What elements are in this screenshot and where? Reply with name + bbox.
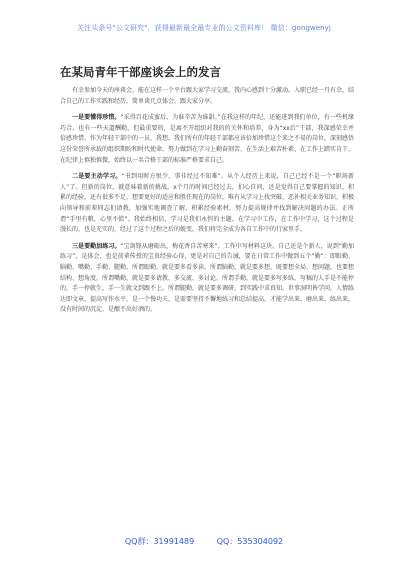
section-paragraph-3 bbox=[60, 242, 354, 316]
promo-banner: 关注头条号"公文研究"，获得最新最全最专业的公文资料库！ 微信：gongwenyj bbox=[77, 24, 331, 32]
paragraph-lead: 二是要主动学习。 bbox=[72, 173, 122, 181]
paragraph-text: “宝剑锋从磨砺出，梅花香自苦寒来”。工作中写材料这块，自己还是个新人，说到“勤加练习”，是体会，也是前辈传授的宝贵经验心得，更是对自己的告诫，要在日常工作中做到五个“勤”：即眼勤、脑勤、嘴勤、手勤、腿勤。所谓眼勤，就是要多看多读。所谓脑勤，就是要多想，既要想全局、想问题，也要想结构、想角度。所谓嘴勤，就是要多请教、多交流、多讨论。所谓手勤，就是要多写多练。写稿的人手是不能停的，手一停就生，手一生就文到跟不上。所谓腿勤，就是要多调研，到实践中求真知。世事洞明皆学问，人情练达即文章，提高写作水平，是一个慢功夫，是需要坚持不懈地练习和总结提高，才能学出来、磨出来、练出来，没有时间的沉淀，是酿不出好酒的。 bbox=[60, 242, 355, 314]
intro-paragraph bbox=[60, 86, 354, 107]
section-paragraph-2 bbox=[60, 172, 354, 236]
paragraph-text: “采得百花成蜜后，为谁辛苦为谁甜。”在我这样的年纪，还能进到我们单位，有一些机缘巧合，也有一些天道酬勤，但最重要的，是离不开组织对我的的关怀和培养，身为“xx后”干部，我深感荣幸并倍感珍惜。作为年轻干部中的一员，我想，我们所有的年轻干部都应该倍加珍惜这个来之不易的岗位，深刻感悟这份荣誉所承载的组织期盼和时代使命，努力做到在学习上勤奋刻苦、在生活上艰苦朴素、在工作上踏实肯干、在纪律上慎独慎微，始终以一名合格干部的标准严格要求自己。 bbox=[60, 114, 355, 164]
paragraph-text: 有幸参加今天的座谈会，能在这样一个平台跟大家学习交流，我内心感到十分激动。入职已经一月有余，结合自己的工作实践和经历，简单谈几点体会，跟大家分享。 bbox=[60, 87, 355, 105]
qq-number-text: QQ：535304092 bbox=[216, 537, 284, 546]
paragraph-text: “书到用时方恨少，事非经过不知难”。从个人经历上来说，自己已经不是一个“职场新人”了。但新的岗位，就意味着新的挑战。x个月的时间已经过去，扪心自问，还是觉得自己要掌握的知识、积累的经验，还有很多不足，想要更好的适应和胜任现在的岗位，唯有从学习上找突破、恶补相关业务知识，积极向领导和前辈同志们请教，加强实地调查了解，积累经验素材，努力提高规律并找到解决问题的办法。正所谓“手里有粮，心里不慌”。我始终相信，学习是我们永恒的主题。在学习中工作，在工作中学习，这个过程是漫长的，也是充实的，经过了这个过程之后的蜕变，我们将完全成为各自工作中的行家里手。 bbox=[60, 173, 355, 234]
section-paragraph-1 bbox=[60, 113, 354, 166]
paragraph-lead: 三是要勤加练习。 bbox=[72, 242, 121, 250]
document-body bbox=[60, 86, 354, 322]
document-title: 在某局青年干部座谈会上的发言 bbox=[60, 65, 221, 79]
qq-group-text: QQ群：31991489 bbox=[124, 537, 195, 546]
paragraph-lead: 一是要懂得珍惜。 bbox=[72, 114, 121, 122]
contact-footer bbox=[0, 536, 408, 547]
